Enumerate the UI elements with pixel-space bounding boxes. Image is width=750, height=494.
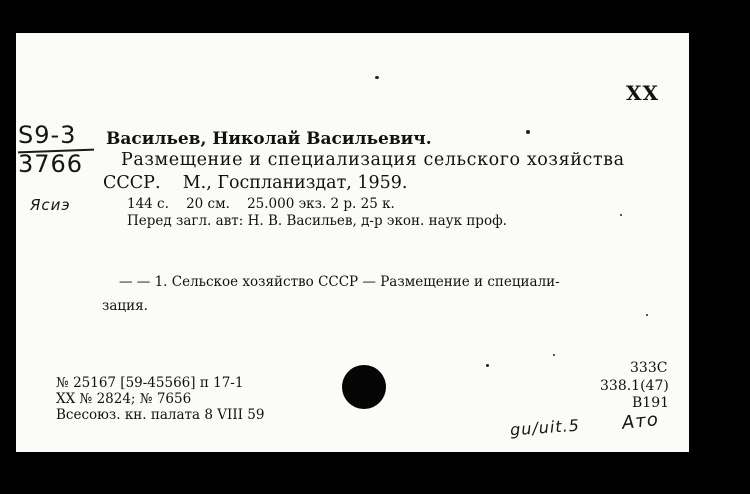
subject-heading-line-2: зация.: [102, 298, 148, 314]
udc-code-1: 333С: [630, 360, 668, 376]
registration-line-2: XX № 2824; № 7656: [56, 391, 192, 407]
title-line-1: Размещение и специализация сельского хозяйства: [121, 150, 625, 170]
registration-line-3: Всесоюз. кн. палата 8 VIII 59: [56, 407, 265, 423]
udc-code-3: В191: [632, 395, 670, 411]
speck: [486, 364, 489, 367]
udc-code-2: 338.1(47): [600, 378, 669, 394]
physical-description: 144 с. 20 см. 25.000 экз. 2 р. 25 к.: [127, 196, 395, 212]
classification-code: XX: [626, 81, 660, 105]
author: Васильев, Николай Васильевич.: [106, 129, 432, 149]
speck: [620, 214, 622, 216]
punch-hole: [342, 365, 386, 409]
handwritten-note-bottom-1: gu/uit.5: [509, 415, 581, 440]
author-note: Перед загл. авт: Н. В. Васильев, д-р экон. наук проф.: [127, 213, 507, 229]
catalog-card: [16, 33, 689, 452]
shelf-mark-bottom: 3766: [18, 150, 84, 178]
speck: [526, 130, 530, 134]
shelf-mark-top: S9-3: [18, 121, 77, 149]
title-line-2: СССР. М., Госпланиздат, 1959.: [103, 173, 408, 193]
subject-heading-line-1: — — 1. Сельское хозяйство СССР — Размещение и специали-: [119, 274, 560, 290]
speck: [646, 314, 648, 316]
handwritten-note-bottom-2: Ато: [621, 409, 660, 434]
registration-line-1: № 25167 [59-45566] п 17-1: [56, 375, 244, 391]
speck: [553, 354, 555, 356]
speck: [375, 76, 379, 79]
handwritten-note-left: Ясиэ: [30, 196, 71, 214]
